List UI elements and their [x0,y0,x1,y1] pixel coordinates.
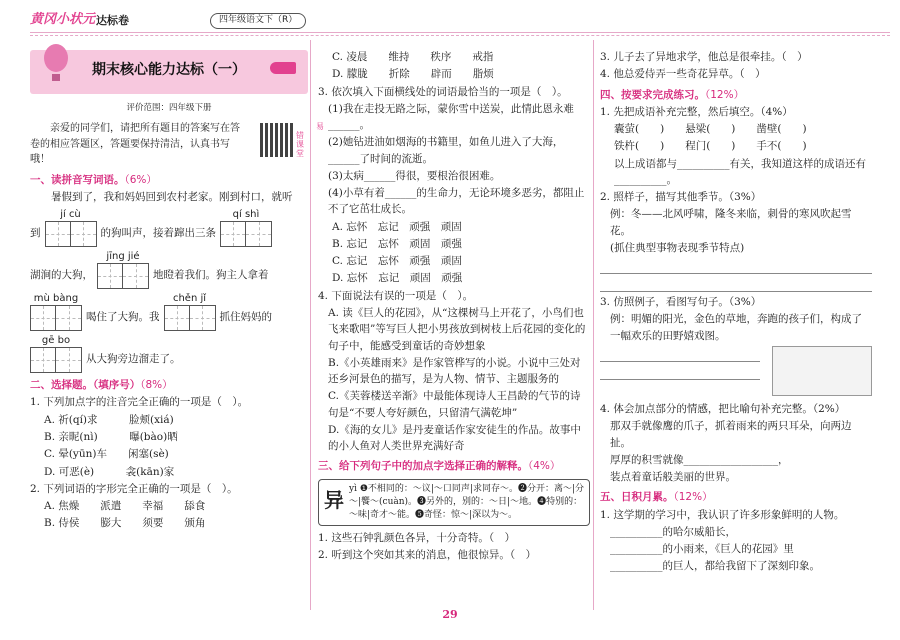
question-text: 1. 下列加点字的注音完全正确的一项是（ ）。 [30,396,249,409]
question-text: 1. 先把成语补充完整，然后填空。（4%） [600,105,793,118]
pinyin-row: gē bo 从大狗旁边溜走了。 [30,333,308,373]
left-column [30,14,324,533]
option-text: D. 忘怀 忘记 顽固 顽强 [332,272,463,285]
question-text: 2. 照样子，描写其他季节。（3%） [600,191,762,204]
plane-icon [270,62,296,74]
column-divider [593,40,594,610]
writing-cell[interactable] [30,305,56,331]
middle-column [318,48,590,564]
answer-line[interactable] [600,258,872,274]
example-text: 例：冬——北风呼啸，隆冬来临，刺骨的寒风吹起雪花。 [610,208,852,237]
question-text: 3. 仿照例子，看图写句子。（3%） [600,296,762,309]
fill-blank-text: __________的巨人，都给我留下了深刻印象。 [610,560,820,573]
answer-line[interactable] [600,364,760,380]
fill-blank-text: 以上成语都与__________有关，我知道这样的成语还有__________。 [614,157,866,186]
question-text: 2. 听到这个突如其来的消息，他很惊异。（ ） [318,549,537,562]
definition-character: 异 [324,487,344,512]
writing-cell[interactable] [123,263,149,289]
writing-cell[interactable] [190,305,216,331]
sub-item: (2)她钻进油如烟海的书籍里，如鱼儿进入了大海，______了时间的流逝。 [328,136,564,165]
brand-subtitle: 达标卷 [96,14,129,27]
option-text: A. 忘怀 忘记 顽强 顽固 [332,220,462,233]
option-text: C. 忘记 忘怀 顽强 顽固 [332,255,462,268]
pinyin-row: 湖涧的大狗， jīng jié 地瞪着我们。狗主人拿着 [30,249,308,289]
writing-cell[interactable] [45,221,71,247]
option-text: C. 晕(yūn)车 闲塞(sè) [44,448,169,461]
hint-text: (抓住典型事物表现季节特点) [610,241,745,254]
fill-blank-text: __________的小雨来，《巨人的花园》里 [610,543,794,556]
writing-cell[interactable] [97,263,123,289]
question-text: 3. 儿子去了异地求学，他总是很牵挂。（ ） [600,51,808,63]
question-text: 4. 体会加点部分的情感，把比喻句补充完整。（2%） [600,402,846,415]
column-divider [310,40,311,610]
option-text: D. 可恶(è) 衾(kān)家 [44,465,175,478]
option-text: B. 亲昵(nì) 曝(bào)晒 [44,431,178,443]
writing-cell[interactable] [164,305,190,331]
question-text: 1. 这学期的学习中，我认识了许多形象鲜明的人物。 [600,508,845,521]
section-heading: 二、选择题。（填序号）（8%） [30,379,173,392]
qr-code-icon [260,123,294,157]
option-text: D.《海的女儿》是丹麦童话作家安徒生的作品。故事中的小人鱼对人类世界充满好奇 [328,423,581,453]
sub-item: (3)太病______得很，要根治很困难。 [328,169,501,182]
option-text: C. 凌晨 维持 秩序 戒指 [332,51,494,63]
option-text: A. 焦燥 派遣 幸福 舔食 [44,500,206,513]
brand-logo: 黄冈小状元 [30,12,96,27]
fill-blank-text: 厚厚的积雪就像__________________， [610,453,789,466]
qr-label: 易错课堂 [296,122,324,158]
question-text: 3. 依次填入下面横线处的词语最恰当的一项是（ ）。 [318,85,568,98]
pinyin-row: mù bàng 喝住了大狗。我 chěn jǐ 抓住妈妈的 [30,291,308,331]
writing-cell[interactable] [246,221,272,247]
grade-badge: 四年级语文下（R） [210,13,306,29]
section-heading: 五、日积月累。（12%） [600,491,713,504]
option-text: B. 侍侯 膨大 须要 颁角 [44,517,206,530]
title-banner [30,50,308,94]
option-text: D. 朦胧 折除 辟而 脂烦 [332,68,494,81]
fill-blank-text: 装点着童话般美丽的世界。 [610,471,736,484]
horse-sketch-image [772,346,872,396]
intro-block [30,121,324,168]
page-title: 期末核心能力达标（一） [92,62,246,78]
question-text: 2. 下列词语的字形完全正确的一项是（ ）。 [30,482,238,495]
definition-box [318,479,590,526]
idiom-row: 囊萤( ) 悬梁( ) 凿壁( ) [614,123,807,136]
pinyin-row: 到 jí cù 的狗叫声，接着蹿出三条 qí shì [30,207,308,247]
option-text: A. 祈(qí)求 脸颊(xiá) [44,413,174,426]
question-text: 1. 这些石钟乳颜色各异，十分奇特。（ ） [318,531,516,544]
sub-item: (1)我在走投无路之际，蒙你雪中送炭，此情此恩永难______。 [328,102,574,132]
question-text: 4. 他总爱侍弄一些奇花异草。（ ） [600,68,766,81]
fill-blank-text: __________的哈尔威船长， [610,525,736,538]
writing-cell[interactable] [30,347,56,373]
balloon-icon [44,44,68,72]
answer-line[interactable] [600,276,872,292]
definition-text: yì ❶不相同的：～议|～口同声|求同存～。❷分开：离～|分～|饗～(cuàn)。❸另外的，别的：～日|～地。❹特别的：～味|奇才～能。❺奇怪：惊～|深以为～。 [349,483,584,520]
question-text: 4. 下面说法有误的一项是（ ）。 [318,289,474,302]
intro-text: 亲爱的同学们，请把所有题目的答案写在答卷的相应答题区，答题要保持清洁，认真书写哦！ [30,123,240,166]
passage-text: 暑假到了，我和妈妈回到农村老家。刚到村口，就听 [51,190,293,203]
right-column [600,48,872,576]
section-heading: 三、给下列句子中的加点字选择正确的解释。（4%） [318,460,561,473]
writing-cell[interactable] [56,347,82,373]
option-text: B.《小英雄雨来》是作家管桦写的小说。小说中三处对还乡河景色的描写，是为人物、情节、主题服务的 [328,356,581,386]
example-text: 例：明媚的阳光，金色的草地，奔跑的孩子们，构成了一幅欢乐的田野嬉戏图。 [610,313,862,342]
section-heading: 一、读拼音写词语。（6%） [30,173,157,186]
writing-cell[interactable] [56,305,82,331]
evaluation-scope: 评价范围：四年级下册 [126,103,212,113]
section-heading: 四、按要求完成练习。（12%） [600,88,745,101]
example-text: 那双手就像鹰的爪子，抓着雨来的两只耳朵，向两边扯。 [610,420,852,449]
option-text: C.《芙蓉楼送辛渐》中最能体现诗人王昌龄的气节的诗句是“不要人夸好颜色，只留清气满乾坤” [328,390,581,419]
sub-item: (4)小草有着______的生命力，无论环境多恶劣，都阻止不了它茁壮成长。 [328,187,585,216]
option-text: B. 忘记 忘怀 顽固 顽强 [332,237,462,250]
picture-writing-area [600,346,872,400]
writing-cell[interactable] [71,221,97,247]
writing-cell[interactable] [220,221,246,247]
answer-line[interactable] [600,346,760,362]
page-number: 29 [442,608,458,621]
idiom-row: 铁杵( ) 程门( ) 手不( ) [614,140,807,153]
option-text: A. 读《巨人的花园》，从“这棵树马上开花了，小鸟们也飞来歌唱”等写巨人把小男孩放到树枝上后花园的变化的句子中，能感受到童话的奇妙想象 [328,306,586,352]
